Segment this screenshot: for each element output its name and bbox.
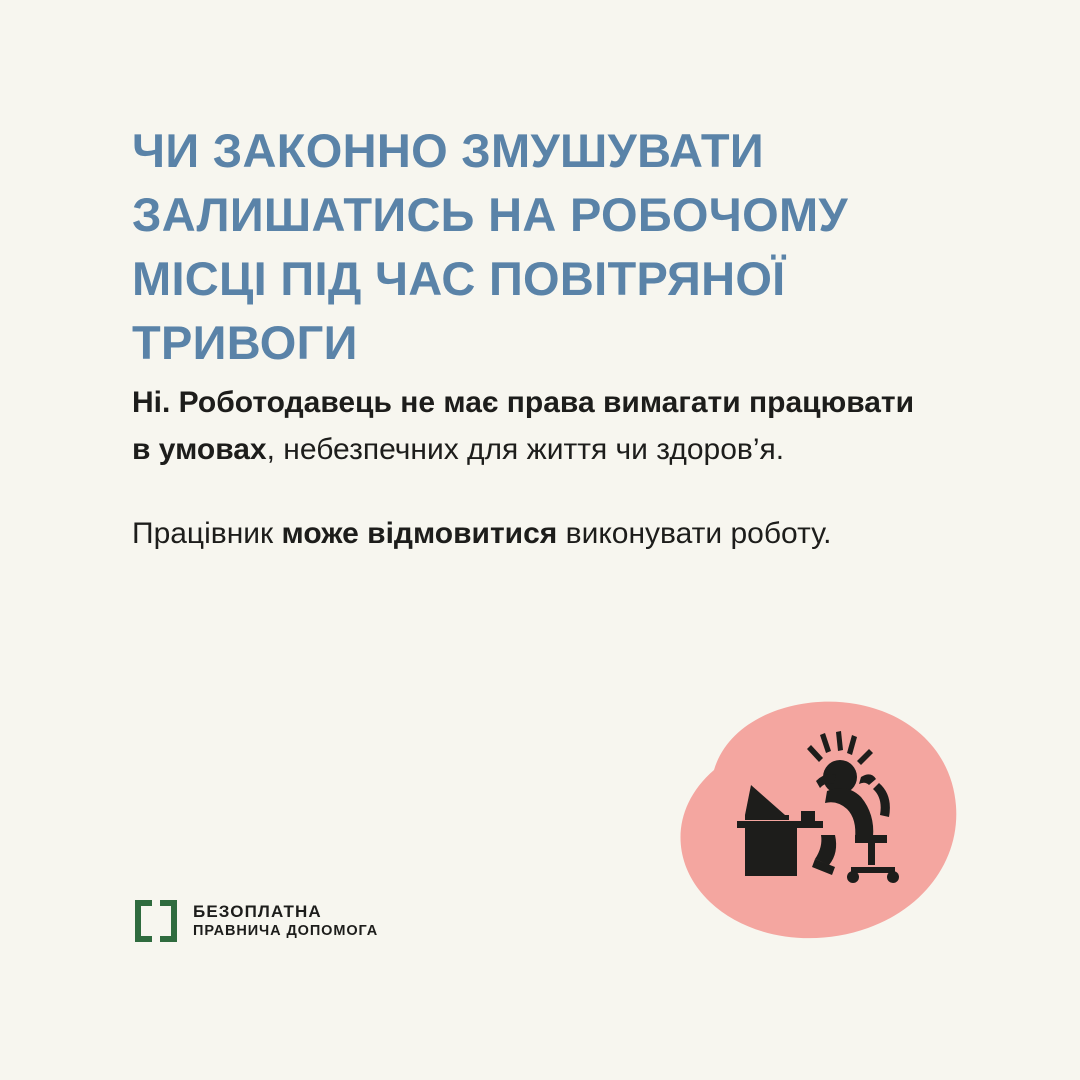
paragraph-refusal-lead: Працівник bbox=[132, 517, 282, 550]
stressed-worker-icon bbox=[715, 725, 915, 905]
page-title: ЧИ ЗАКОННО ЗМУШУВАТИ ЗАЛИШАТИСЬ НА РОБОЧОМУ МІСЦІ ПІД ЧАС ПОВІТРЯНОЇ ТРИВОГИ bbox=[132, 124, 848, 370]
logo bbox=[133, 898, 378, 944]
logo-line-2: ПРАВНИЧА ДОПОМОГА bbox=[193, 922, 379, 939]
logo-text bbox=[193, 902, 378, 940]
logo-line-1: БЕЗОПЛАТНА bbox=[193, 901, 322, 921]
paragraph-refusal-rest: виконувати роботу. bbox=[557, 517, 832, 550]
bracket-logo-icon bbox=[133, 898, 179, 944]
paragraph-refusal-bold: може відмовитися bbox=[281, 517, 558, 550]
paragraph-answer-bold: Ні. Роботодавець не має права вимагати працювати в умовах bbox=[132, 386, 915, 466]
illustration bbox=[660, 690, 960, 940]
paragraph-refusal bbox=[132, 511, 932, 558]
body-copy bbox=[132, 380, 932, 596]
paragraph-answer-rest: , небезпечних для життя чи здоров’я. bbox=[266, 432, 785, 466]
paragraph-answer bbox=[132, 380, 932, 473]
